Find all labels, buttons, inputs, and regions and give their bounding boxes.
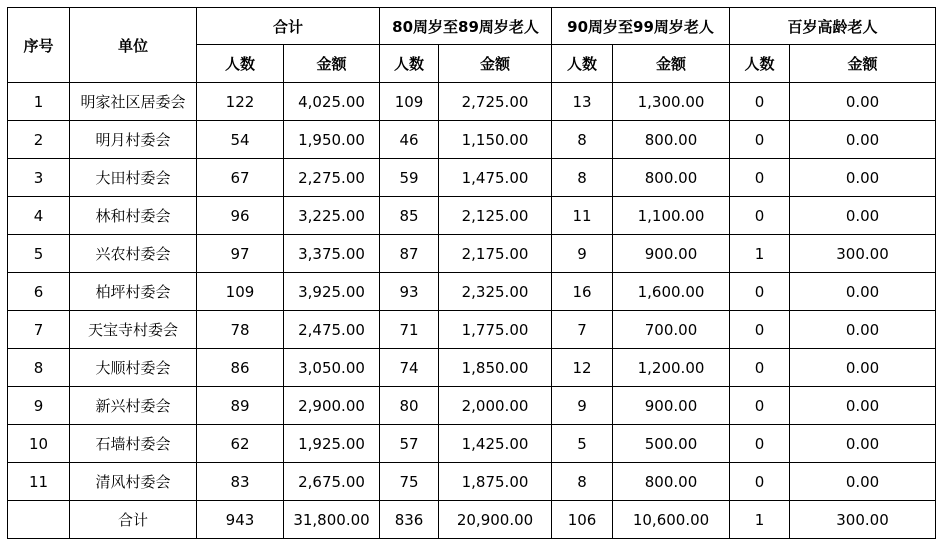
table-row (8, 159, 936, 197)
cell-people-80-89: 85 (380, 197, 439, 235)
table-row (8, 349, 936, 387)
cell-people-100: 0 (730, 121, 790, 159)
cell-unit: 明月村委会 (70, 121, 197, 159)
cell-unit: 柏坪村委会 (70, 273, 197, 311)
cell-people-100: 1 (730, 501, 790, 539)
table-row (8, 273, 936, 311)
cell-total-people: 86 (197, 349, 284, 387)
cell-total-people: 62 (197, 425, 284, 463)
cell-amount-90-99: 900.00 (613, 387, 730, 425)
cell-amount-90-99: 500.00 (613, 425, 730, 463)
cell-people-90-99: 11 (552, 197, 613, 235)
table-header (8, 8, 936, 83)
cell-amount-90-99: 1,200.00 (613, 349, 730, 387)
cell-people-90-99: 16 (552, 273, 613, 311)
cell-total-people: 54 (197, 121, 284, 159)
header-amount: 金额 (284, 45, 380, 83)
header-amount: 金额 (790, 45, 936, 83)
cell-people-90-99: 7 (552, 311, 613, 349)
cell-total-amount: 3,050.00 (284, 349, 380, 387)
cell-amount-80-89: 20,900.00 (439, 501, 552, 539)
header-row-1 (8, 8, 936, 45)
table-row (8, 387, 936, 425)
cell-seq: 7 (8, 311, 70, 349)
cell-amount-100: 300.00 (790, 501, 936, 539)
cell-total-people: 109 (197, 273, 284, 311)
cell-amount-100: 0.00 (790, 83, 936, 121)
cell-total-people: 67 (197, 159, 284, 197)
cell-seq: 1 (8, 83, 70, 121)
cell-total-people: 97 (197, 235, 284, 273)
cell-people-80-89: 71 (380, 311, 439, 349)
cell-amount-100: 300.00 (790, 235, 936, 273)
cell-total-amount: 2,675.00 (284, 463, 380, 501)
cell-total-people: 943 (197, 501, 284, 539)
cell-people-90-99: 8 (552, 121, 613, 159)
cell-unit: 大顺村委会 (70, 349, 197, 387)
header-people: 人数 (552, 45, 613, 83)
table-row (8, 311, 936, 349)
cell-seq: 8 (8, 349, 70, 387)
cell-amount-80-89: 2,000.00 (439, 387, 552, 425)
cell-seq: 4 (8, 197, 70, 235)
cell-people-80-89: 836 (380, 501, 439, 539)
header-group-90-99: 90周岁至99周岁老人 (552, 8, 730, 45)
cell-people-100: 0 (730, 463, 790, 501)
cell-total-amount: 4,025.00 (284, 83, 380, 121)
cell-people-80-89: 93 (380, 273, 439, 311)
cell-total-people: 96 (197, 197, 284, 235)
cell-amount-80-89: 2,125.00 (439, 197, 552, 235)
table-row (8, 121, 936, 159)
cell-people-100: 0 (730, 83, 790, 121)
cell-people-80-89: 46 (380, 121, 439, 159)
cell-amount-100: 0.00 (790, 463, 936, 501)
cell-seq: 2 (8, 121, 70, 159)
cell-unit: 新兴村委会 (70, 387, 197, 425)
table-row (8, 235, 936, 273)
cell-unit: 天宝寺村委会 (70, 311, 197, 349)
cell-amount-80-89: 1,475.00 (439, 159, 552, 197)
header-amount: 金额 (613, 45, 730, 83)
cell-total-amount: 1,950.00 (284, 121, 380, 159)
cell-amount-80-89: 2,325.00 (439, 273, 552, 311)
header-group-80-89: 80周岁至89周岁老人 (380, 8, 552, 45)
cell-amount-90-99: 800.00 (613, 463, 730, 501)
header-people: 人数 (380, 45, 439, 83)
cell-amount-100: 0.00 (790, 311, 936, 349)
table-body (8, 83, 936, 501)
table-row (8, 197, 936, 235)
cell-unit: 石墙村委会 (70, 425, 197, 463)
cell-people-100: 0 (730, 425, 790, 463)
header-unit: 单位 (70, 8, 197, 83)
cell-seq: 9 (8, 387, 70, 425)
cell-total-amount: 1,925.00 (284, 425, 380, 463)
cell-people-80-89: 59 (380, 159, 439, 197)
cell-amount-100: 0.00 (790, 197, 936, 235)
cell-people-90-99: 12 (552, 349, 613, 387)
cell-total-amount: 2,900.00 (284, 387, 380, 425)
cell-people-80-89: 57 (380, 425, 439, 463)
cell-total-people: 122 (197, 83, 284, 121)
cell-total-amount: 2,275.00 (284, 159, 380, 197)
cell-total-people: 89 (197, 387, 284, 425)
cell-unit: 合计 (70, 501, 197, 539)
cell-people-90-99: 8 (552, 463, 613, 501)
cell-people-80-89: 74 (380, 349, 439, 387)
header-total: 合计 (197, 8, 380, 45)
cell-total-amount: 31,800.00 (284, 501, 380, 539)
cell-amount-90-99: 700.00 (613, 311, 730, 349)
cell-total-people: 83 (197, 463, 284, 501)
cell-total-people: 78 (197, 311, 284, 349)
cell-people-80-89: 87 (380, 235, 439, 273)
cell-people-90-99: 13 (552, 83, 613, 121)
cell-amount-80-89: 1,425.00 (439, 425, 552, 463)
cell-amount-80-89: 1,775.00 (439, 311, 552, 349)
cell-people-90-99: 9 (552, 387, 613, 425)
cell-amount-90-99: 1,100.00 (613, 197, 730, 235)
cell-amount-100: 0.00 (790, 273, 936, 311)
cell-people-80-89: 109 (380, 83, 439, 121)
cell-seq: 3 (8, 159, 70, 197)
table-row (8, 463, 936, 501)
cell-amount-100: 0.00 (790, 159, 936, 197)
cell-people-100: 0 (730, 197, 790, 235)
cell-unit: 兴农村委会 (70, 235, 197, 273)
cell-amount-100: 0.00 (790, 425, 936, 463)
subsidy-table (7, 7, 936, 539)
header-amount: 金额 (439, 45, 552, 83)
cell-people-80-89: 80 (380, 387, 439, 425)
cell-people-100: 0 (730, 273, 790, 311)
cell-amount-80-89: 2,175.00 (439, 235, 552, 273)
table-footer (8, 501, 936, 539)
cell-unit: 林和村委会 (70, 197, 197, 235)
header-people: 人数 (197, 45, 284, 83)
table-row (8, 83, 936, 121)
cell-amount-80-89: 1,150.00 (439, 121, 552, 159)
cell-people-100: 0 (730, 311, 790, 349)
cell-unit: 明家社区居委会 (70, 83, 197, 121)
cell-seq: 5 (8, 235, 70, 273)
cell-amount-90-99: 800.00 (613, 159, 730, 197)
cell-seq: 10 (8, 425, 70, 463)
cell-people-80-89: 75 (380, 463, 439, 501)
cell-people-90-99: 9 (552, 235, 613, 273)
cell-total-amount: 3,375.00 (284, 235, 380, 273)
cell-people-100: 0 (730, 387, 790, 425)
cell-amount-80-89: 1,850.00 (439, 349, 552, 387)
cell-seq (8, 501, 70, 539)
cell-amount-90-99: 1,300.00 (613, 83, 730, 121)
cell-amount-100: 0.00 (790, 349, 936, 387)
cell-seq: 11 (8, 463, 70, 501)
total-row (8, 501, 936, 539)
cell-amount-90-99: 800.00 (613, 121, 730, 159)
cell-amount-80-89: 2,725.00 (439, 83, 552, 121)
cell-amount-90-99: 900.00 (613, 235, 730, 273)
table-row (8, 425, 936, 463)
cell-seq: 6 (8, 273, 70, 311)
cell-unit: 清风村委会 (70, 463, 197, 501)
cell-amount-100: 0.00 (790, 387, 936, 425)
cell-people-90-99: 5 (552, 425, 613, 463)
cell-amount-100: 0.00 (790, 121, 936, 159)
cell-amount-80-89: 1,875.00 (439, 463, 552, 501)
cell-people-90-99: 106 (552, 501, 613, 539)
cell-people-100: 1 (730, 235, 790, 273)
cell-amount-90-99: 1,600.00 (613, 273, 730, 311)
cell-unit: 大田村委会 (70, 159, 197, 197)
cell-people-100: 0 (730, 159, 790, 197)
cell-total-amount: 2,475.00 (284, 311, 380, 349)
header-people: 人数 (730, 45, 790, 83)
header-group-100: 百岁高龄老人 (730, 8, 936, 45)
cell-total-amount: 3,925.00 (284, 273, 380, 311)
cell-people-100: 0 (730, 349, 790, 387)
cell-amount-90-99: 10,600.00 (613, 501, 730, 539)
cell-total-amount: 3,225.00 (284, 197, 380, 235)
cell-people-90-99: 8 (552, 159, 613, 197)
header-seq: 序号 (8, 8, 70, 83)
